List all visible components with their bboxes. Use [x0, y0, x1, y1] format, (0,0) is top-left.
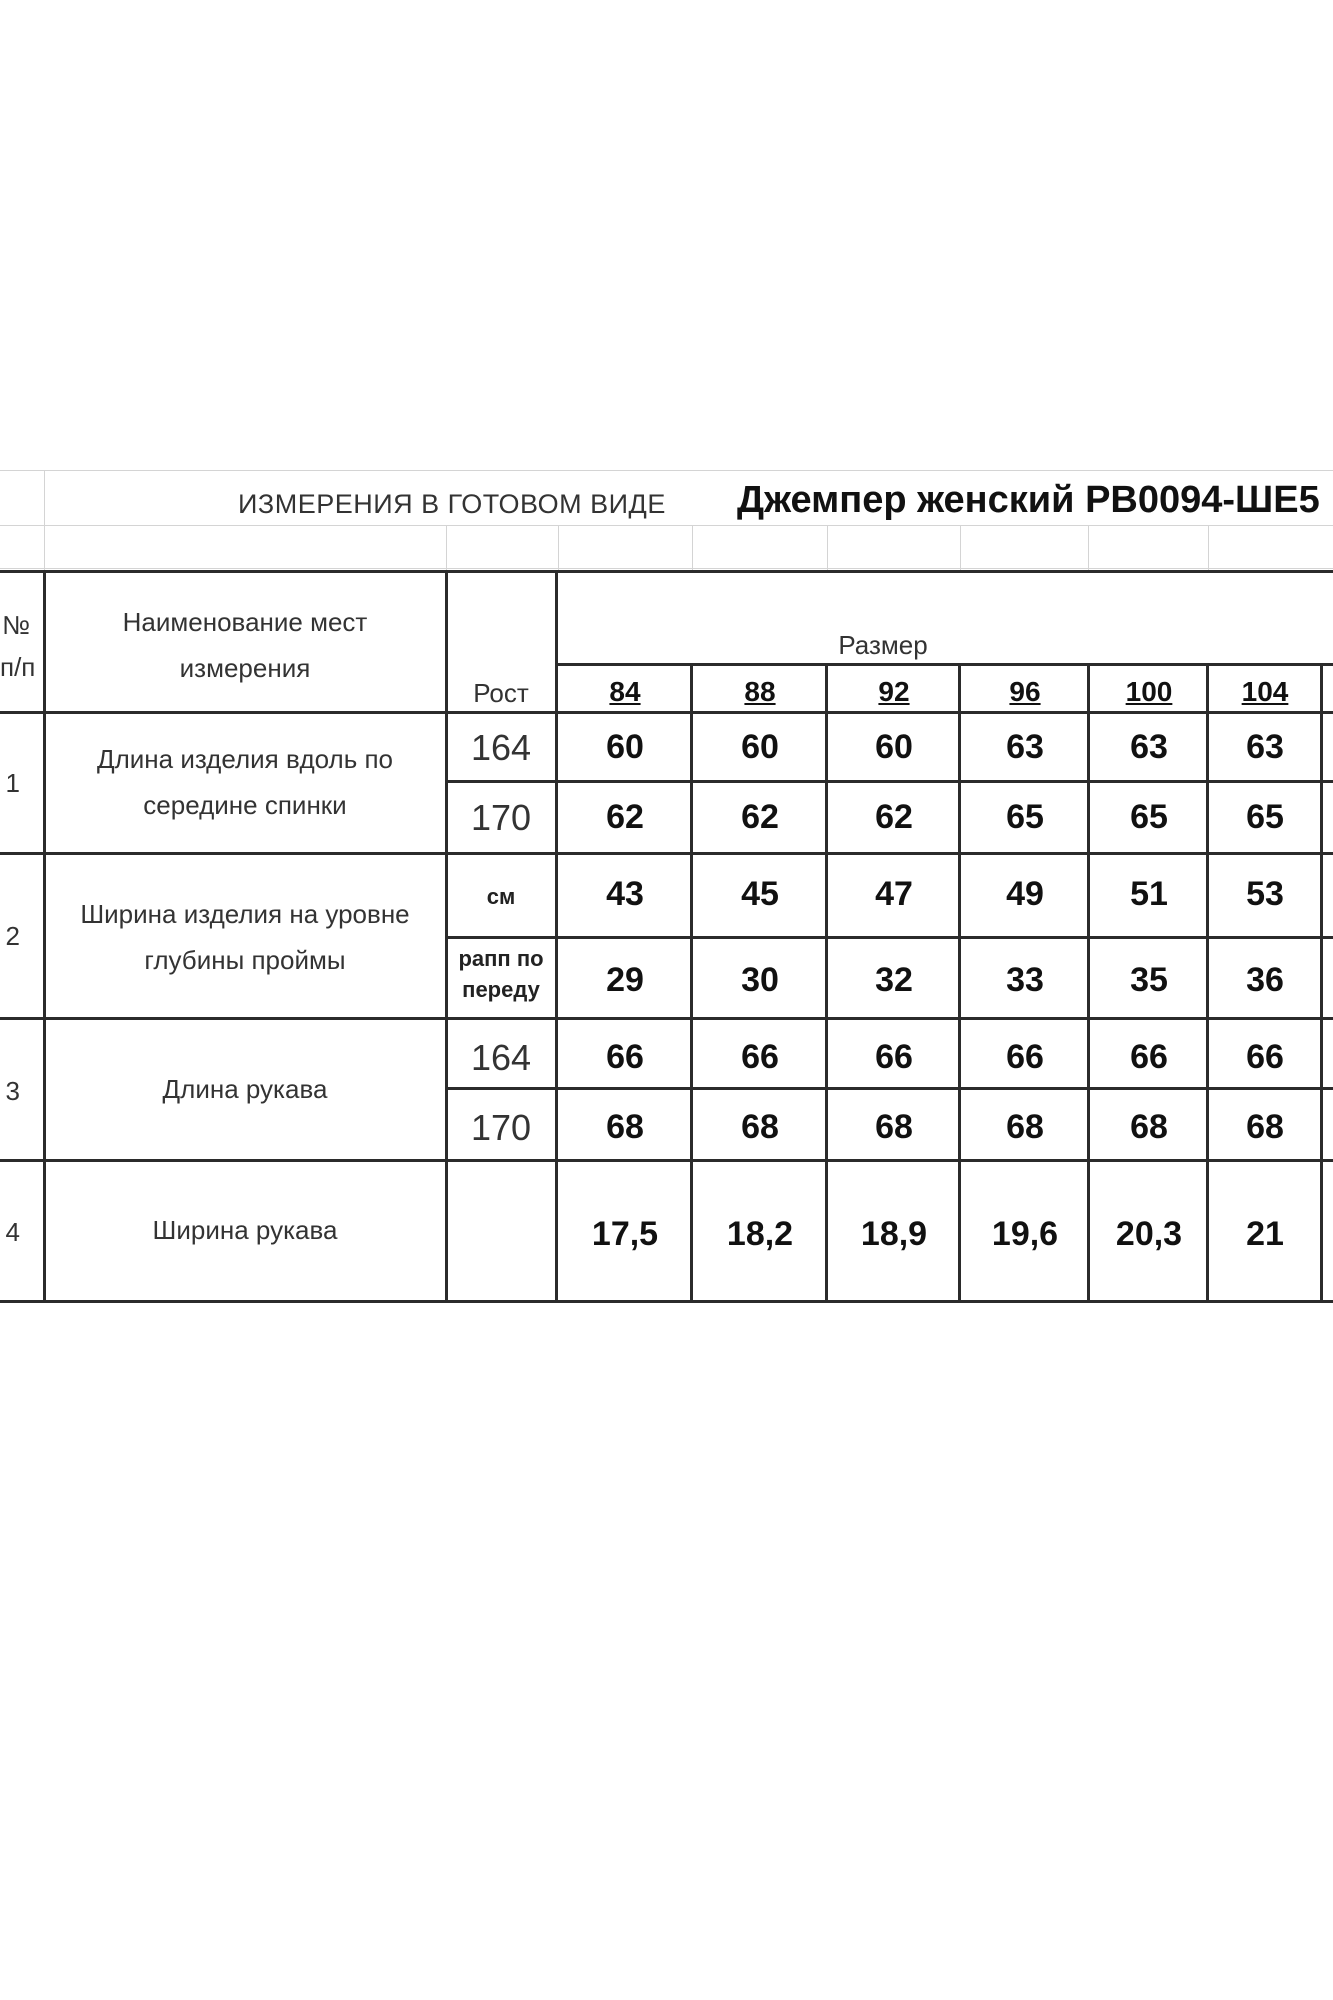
- table-cell: 68: [1006, 1108, 1044, 1146]
- table-cell: 66: [1006, 1038, 1044, 1076]
- size-100: 100: [1125, 676, 1173, 707]
- header-height: Рост: [473, 678, 529, 708]
- unit-value: см: [486, 884, 516, 909]
- table-border: [446, 780, 1333, 783]
- table-border: [556, 663, 1333, 666]
- table-cell: 19,6: [991, 1215, 1059, 1253]
- gridline: [0, 470, 1333, 471]
- table-border: [446, 936, 1333, 939]
- size-88: 88: [744, 676, 776, 707]
- table-cell: 68: [1130, 1108, 1168, 1146]
- table-cell: 66: [1246, 1038, 1284, 1076]
- gridline: [558, 525, 559, 570]
- gridline: [1088, 525, 1089, 570]
- row-name: Ширина изделия на уровне глубины проймы: [80, 899, 410, 975]
- table-cell: 53: [1246, 875, 1284, 913]
- row-name: Длина рукава: [162, 1074, 328, 1104]
- table-cell: 35: [1130, 961, 1168, 999]
- gridline: [44, 470, 45, 570]
- size-96: 96: [1009, 676, 1041, 707]
- table-cell: 49: [1006, 875, 1044, 913]
- header-no-top: №: [2, 610, 30, 640]
- table-cell: 36: [1246, 961, 1284, 999]
- row-name: Ширина рукава: [152, 1215, 338, 1245]
- table-border: [0, 1300, 1333, 1303]
- header-measurement-name: Наименование мест измерения: [122, 607, 368, 683]
- table-cell: 18,9: [860, 1215, 928, 1253]
- table-cell: 47: [875, 875, 913, 913]
- header-size-group: Размер: [838, 630, 928, 660]
- caption-measurements: ИЗМЕРЕНИЯ В ГОТОВОМ ВИДЕ: [238, 489, 666, 519]
- gridline: [0, 568, 1333, 569]
- table-cell: 21: [1246, 1215, 1284, 1253]
- height-value: 164: [470, 1037, 532, 1078]
- table-cell: 18,2: [726, 1215, 794, 1253]
- table-cell: 43: [606, 875, 644, 913]
- table-border: [446, 1087, 1333, 1090]
- table-cell: 68: [875, 1108, 913, 1146]
- gridline: [692, 525, 693, 570]
- row-number: 1: [5, 768, 20, 798]
- table-cell: 63: [1006, 728, 1044, 766]
- table-cell: 60: [606, 728, 644, 766]
- table-border: [0, 852, 1333, 855]
- table-cell: 65: [1006, 798, 1044, 836]
- size-84: 84: [609, 676, 641, 707]
- table-cell: 62: [741, 798, 779, 836]
- table-cell: 68: [741, 1108, 779, 1146]
- rapport-label: рапп по переду: [458, 946, 544, 1002]
- product-title: Джемпер женский РВ0094-ШЕ5: [737, 479, 1320, 521]
- table-border: [43, 570, 46, 1303]
- row-name: Длина изделия вдоль по середине спинки: [96, 744, 394, 820]
- header-no-bottom: п/п: [0, 652, 36, 682]
- table-border: [0, 570, 1333, 573]
- size-104: 104: [1241, 676, 1289, 707]
- table-cell: 51: [1130, 875, 1168, 913]
- table-cell: 68: [606, 1108, 644, 1146]
- height-value: 170: [470, 1107, 532, 1148]
- table-cell: 62: [875, 798, 913, 836]
- table-cell: 60: [741, 728, 779, 766]
- table-cell: 63: [1246, 728, 1284, 766]
- table-cell: 60: [875, 728, 913, 766]
- table-cell: 29: [606, 961, 644, 999]
- table-cell: 66: [1130, 1038, 1168, 1076]
- table-cell: 17,5: [591, 1215, 659, 1253]
- table-border: [0, 1159, 1333, 1162]
- table-cell: 63: [1130, 728, 1168, 766]
- height-value: 164: [470, 727, 532, 768]
- row-number: 4: [5, 1217, 20, 1247]
- row-number: 3: [5, 1076, 20, 1106]
- gridline: [960, 525, 961, 570]
- table-cell: 30: [741, 961, 779, 999]
- table-cell: 62: [606, 798, 644, 836]
- gridline: [827, 525, 828, 570]
- table-cell: 65: [1246, 798, 1284, 836]
- table-border: [0, 711, 1333, 714]
- table-cell: 33: [1006, 961, 1044, 999]
- table-cell: 65: [1130, 798, 1168, 836]
- gridline: [1208, 525, 1209, 570]
- gridline: [0, 525, 1333, 526]
- table-cell: 66: [875, 1038, 913, 1076]
- table-cell: 32: [875, 961, 913, 999]
- table-border: [0, 1017, 1333, 1020]
- table-cell: 45: [741, 875, 779, 913]
- table-cell: 66: [741, 1038, 779, 1076]
- row-number: 2: [5, 921, 20, 951]
- table-cell: 20,3: [1115, 1215, 1183, 1253]
- table-cell: 68: [1246, 1108, 1284, 1146]
- gridline: [446, 525, 447, 570]
- size-92: 92: [878, 676, 910, 707]
- height-value: 170: [470, 797, 532, 838]
- table-cell: 66: [606, 1038, 644, 1076]
